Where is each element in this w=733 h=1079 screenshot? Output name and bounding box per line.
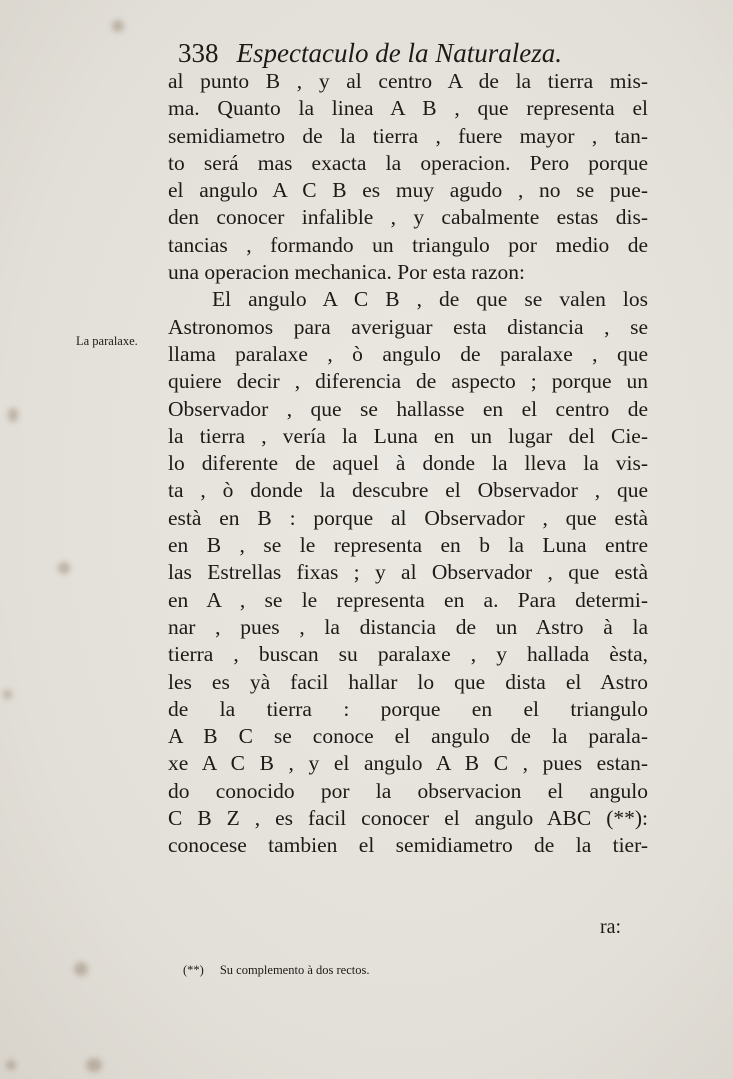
footnote: [183, 962, 369, 978]
text-line: El angulo A C B , de que se valen los: [212, 287, 648, 312]
text-line: ta , ò donde la descubre el Observador , que: [168, 478, 648, 503]
text-line: en B , se le representa en b la Luna entre: [168, 533, 648, 558]
footnote-mark: (**): [183, 963, 204, 977]
text-line: ma. Quanto la linea A B , que representa el: [168, 96, 648, 121]
text-line: està en B : porque al Observador , que està: [168, 505, 648, 530]
text-line: do conocido por la observacion el angulo: [168, 778, 648, 803]
text-line: tierra , buscan su paralaxe , y hallada èsta,: [168, 642, 648, 667]
text-line: tancias , formando un triangulo por medio de: [168, 232, 648, 257]
text-line: Astronomos para averiguar esta distancia , se: [168, 314, 648, 339]
text-line: quiere decir , diferencia de aspecto ; porque un: [168, 369, 648, 394]
text-line: nar , pues , la distancia de un Astro à la: [168, 614, 648, 639]
text-line: C B Z , es facil conocer el angulo ABC (**):: [168, 806, 648, 831]
catchword: ra:: [600, 916, 622, 938]
margin-note: La paralaxe.: [76, 334, 138, 348]
text-line: den conocer infalible , y cabalmente estas dis-: [168, 205, 648, 230]
text-line: les es yà facil hallar lo que dista el Astro: [168, 669, 648, 694]
text-line: el angulo A C B es muy agudo , no se pue-: [168, 178, 648, 203]
text-line: una operacion mechanica. Por esta razon:: [168, 260, 525, 285]
text-line: las Estrellas fixas ; y al Observador , que està: [168, 560, 648, 585]
body-text: [168, 68, 648, 860]
text-line: la tierra , vería la Luna en un lugar del Cie-: [168, 423, 648, 448]
footnote-text: Su complemento à dos rectos.: [219, 963, 370, 977]
page-number: 338: [178, 38, 219, 68]
text-line: de la tierra : porque en el triangulo: [168, 696, 648, 721]
text-line: to será mas exacta la operacion. Pero porque: [168, 150, 648, 175]
running-title: Espectaculo de la Naturaleza.: [236, 38, 562, 68]
text-line: A B C se conoce el angulo de la parala-: [168, 724, 648, 749]
text-line: llama paralaxe , ò angulo de paralaxe , que: [168, 341, 648, 366]
text-line: conocese tambien el semidiametro de la tier-: [168, 833, 648, 858]
text-line: Observador , que se hallasse en el centro de: [168, 396, 648, 421]
text-line: al punto B , y al centro A de la tierra mis-: [168, 69, 648, 93]
text-line: en A , se le representa en a. Para determi-: [168, 587, 648, 612]
text-line: xe A C B , y el angulo A B C , pues estan-: [168, 751, 648, 776]
text-line: lo diferente de aquel à donde la lleva la vis-: [168, 451, 648, 476]
page-header: [178, 36, 562, 70]
text-line: semidiametro de la tierra , fuere mayor , tan-: [168, 123, 648, 148]
